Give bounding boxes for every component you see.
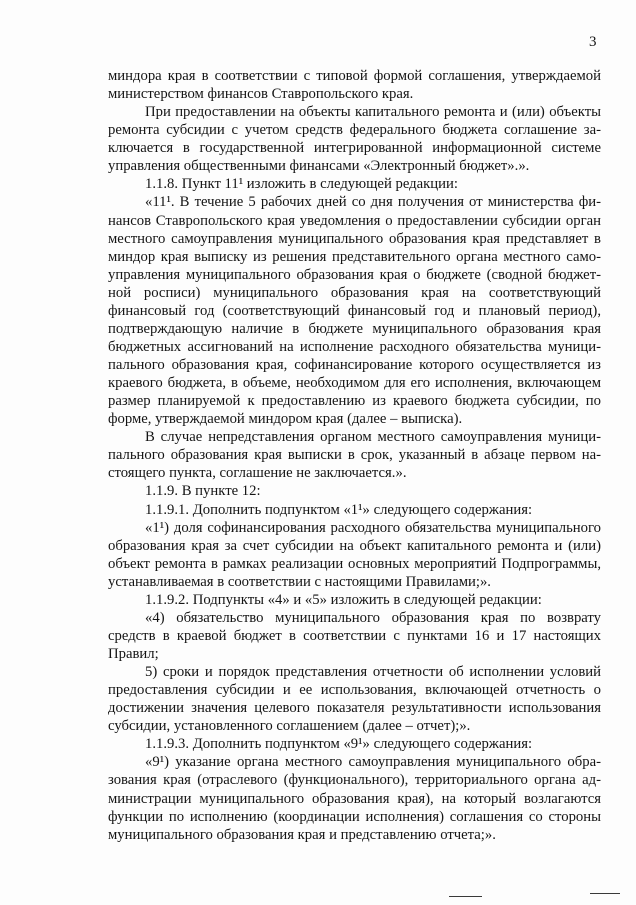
text-line: устанавливаемая в соответствии с настоящими Правилами;». [108, 573, 491, 590]
text-line: бюджетных ассигнований на исполнение расходного обязательства муници- [108, 338, 601, 355]
text-line: краевого бюджета, в объеме, необходимом для его исполнения, включающем [108, 375, 601, 392]
text-line: 1.1.9.2. Подпункты «4» и «5» изложить в следующей редакции: [145, 591, 542, 608]
text-line: пального образования края выписки в срок, указанный в абзаце первом на- [108, 447, 601, 464]
text-line: ключается в государственной интегрированной информационной системе [108, 140, 601, 157]
text-line: размер планируемой к предоставлению из краевого бюджета субсидии, по [108, 393, 601, 410]
point-11-1-text [108, 193, 601, 428]
text-line: «1¹) доля софинансирования расходного обязательства муниципального [145, 519, 601, 536]
text-line: 1.1.9. В пункте 12: [145, 483, 261, 500]
text-line: 1.1.9.3. Дополнить подпунктом «9¹» следующего содержания: [145, 736, 533, 753]
text-line: В случае непредставления органом местного самоуправления муници- [145, 429, 601, 446]
clause-1-1-9-1 [108, 501, 601, 519]
text-line: 1.1.9.1. Дополнить подпунктом «1¹» следующего содержания: [145, 501, 533, 518]
text-line: местного самоуправления муниципального образования края представляет в [108, 230, 601, 247]
text-line: нансов Ставропольского края уведомления о предоставлении субсидии орган [108, 212, 601, 229]
text-line: министерством финансов Ставропольского края. [108, 86, 414, 103]
point-11-1-nonsubmission [108, 428, 601, 482]
clause-1-1-9-2 [108, 591, 601, 609]
text-line: миндор края выписку из решения представительного органа местного само- [108, 248, 601, 265]
clause-1-1-9-3 [108, 735, 601, 753]
text-line: подтверждающую наличие в бюджете муниципального образования края [108, 320, 601, 337]
text-line: «4) обязательство муниципального образования края по возврату [145, 609, 601, 626]
text-line: субсидии, установленного соглашением (далее – отчет);». [108, 718, 471, 735]
scan-mark [590, 893, 620, 894]
text-line: стоящего пункта, соглашение не заключается.». [108, 465, 407, 482]
text-line: При предоставлении на объекты капитального ремонта и (или) объекты [145, 104, 601, 121]
text-line: муниципального образования края и представлению отчета;». [108, 826, 496, 843]
text-line: образования края за счет субсидии на объект капитального ремонта и (или) [108, 537, 601, 554]
clause-1-1-8 [108, 175, 601, 193]
text-line: управления общественными финансами «Электронный бюджет».». [108, 158, 530, 175]
subpoint-5-text [108, 663, 601, 735]
text-line: 1.1.8. Пункт 11¹ изложить в следующей редакции: [145, 176, 458, 193]
text-line: Правил; [108, 646, 159, 662]
text-line: финансовый год (соответствующий финансовый год и плановый период), [108, 302, 601, 319]
subpoint-1-1-text [108, 519, 601, 591]
text-line: пального образования края, софинансирование которого осуществляется из [108, 357, 601, 373]
text-line: зования края (отраслевого (функционального), территориального органа ад- [108, 772, 601, 789]
text-line: предоставления субсидии и ее использования, включающей отчетность о [108, 682, 601, 699]
text-line: средств в краевой бюджет в соответствии с пунктами 16 и 17 настоящих [108, 627, 601, 644]
document-body [108, 67, 601, 844]
text-line: 5) сроки и порядок представления отчетности об исполнении условий [145, 664, 601, 681]
clause-1-1-9 [108, 482, 601, 500]
text-line: министрации муниципального образования края), на который возлагаются [108, 790, 601, 807]
text-line: «11¹. В течение 5 рабочих дней со дня получения от министерства фи- [145, 194, 601, 211]
subpoint-9-1-text [108, 753, 601, 843]
paragraph-electronic-budget [108, 103, 601, 175]
subpoint-4-text [108, 609, 601, 663]
scan-mark [449, 896, 482, 897]
text-line: достижении значения целевого показателя результативности использования [108, 700, 601, 717]
text-line: ремонта субсидии с учетом средств федерального бюджета соглашение за- [108, 122, 601, 139]
page-number: 3 [589, 34, 597, 50]
text-line: форме, утверждаемой миндором края (далее – выписка). [108, 411, 463, 428]
text-line: управления муниципального образования края о бюджете (сводной бюджет- [108, 266, 601, 283]
paragraph-continued [108, 67, 601, 103]
text-line: ной росписи) муниципального образования края на соответствующий [108, 284, 601, 301]
text-line: «9¹) указание органа местного самоуправления муниципального обра- [145, 754, 601, 771]
text-line: миндора края в соответствии с типовой формой соглашения, утверждаемой [108, 68, 601, 84]
text-line: функции по исполнению (координации исполнения) соглашения со стороны [108, 808, 601, 825]
text-line: объект ремонта в рамках реализации основных мероприятий Подпрограммы, [108, 555, 601, 572]
